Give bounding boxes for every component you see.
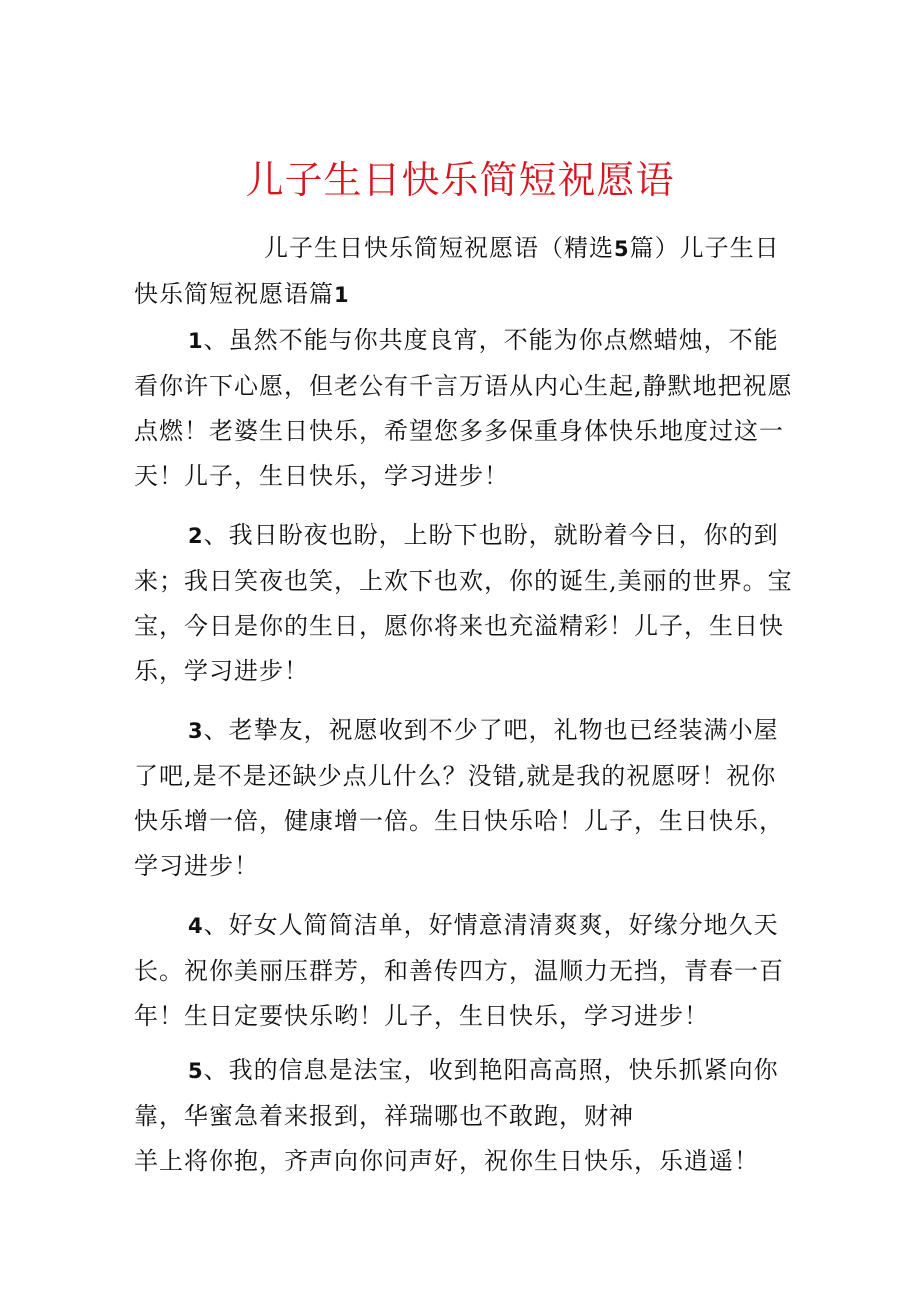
intro-text-a: 儿子生日快乐简短祝愿语（精选 [264,234,614,262]
wish-paragraph-5 [134,1048,794,1184]
wish-number: 2 [188,524,204,548]
wish-number: 3 [188,719,204,743]
wish-text-last-line: 羊上将你抱，齐声向你问声好，祝你生日快乐，乐逍遥！ [134,1147,759,1175]
wish-text: 、老挚友，祝愿收到不少了吧，礼物也已经装满小屋了吧,是不是还缺少点儿什么？没错,就是我的祝愿呀！祝你快乐增一倍，健康增一倍。生日快乐哈！儿子，生日快乐，学习进步！ [134,716,784,880]
wish-paragraph-1 [134,318,794,499]
document-title: 儿子生日快乐简短祝愿语 [245,158,675,202]
wish-number: 4 [188,914,204,938]
intro-section-number: 1 [334,283,350,307]
intro-text-b: 篇）儿子生日快乐简短祝愿语篇 [134,234,780,308]
intro-paragraph [134,226,794,318]
wish-number: 1 [188,329,204,353]
wish-text: 、我日盼夜也盼，上盼下也盼，就盼着今日，你的到来；我日笑夜也笑，上欢下也欢，你的诞生,美丽的世界。宝宝，今日是你的生日，愿你将来也充溢精彩！儿子，生日快乐，学习进步！ [134,521,793,685]
wish-text: 、好女人简简洁单，好情意清清爽爽，好缘分地久天长。祝你美丽压群芳，和善传四方，温顺力无挡，青春一百年！生日定要快乐哟！儿子，生日快乐，学习进步！ [134,911,784,1030]
wish-paragraph-2 [134,513,794,694]
wish-number: 5 [188,1059,204,1083]
wish-paragraph-4 [134,903,794,1039]
wish-paragraph-3 [134,708,794,889]
wish-text: 、虽然不能与你共度良宵，不能为你点燃蜡烛，不能看你许下心愿，但老公有千言万语从内心生起,静默地把祝愿点燃！老婆生日快乐，希望您多多保重身体快乐地度过这一天！儿子，生日快乐，学习进步！ [134,326,793,490]
intro-count: 5 [614,237,630,261]
wish-text: 、我的信息是法宝，收到艳阳高高照，快乐抓紧向你靠，华蜜急着来报到，祥瑞哪也不敢跑，财神 [134,1056,779,1130]
